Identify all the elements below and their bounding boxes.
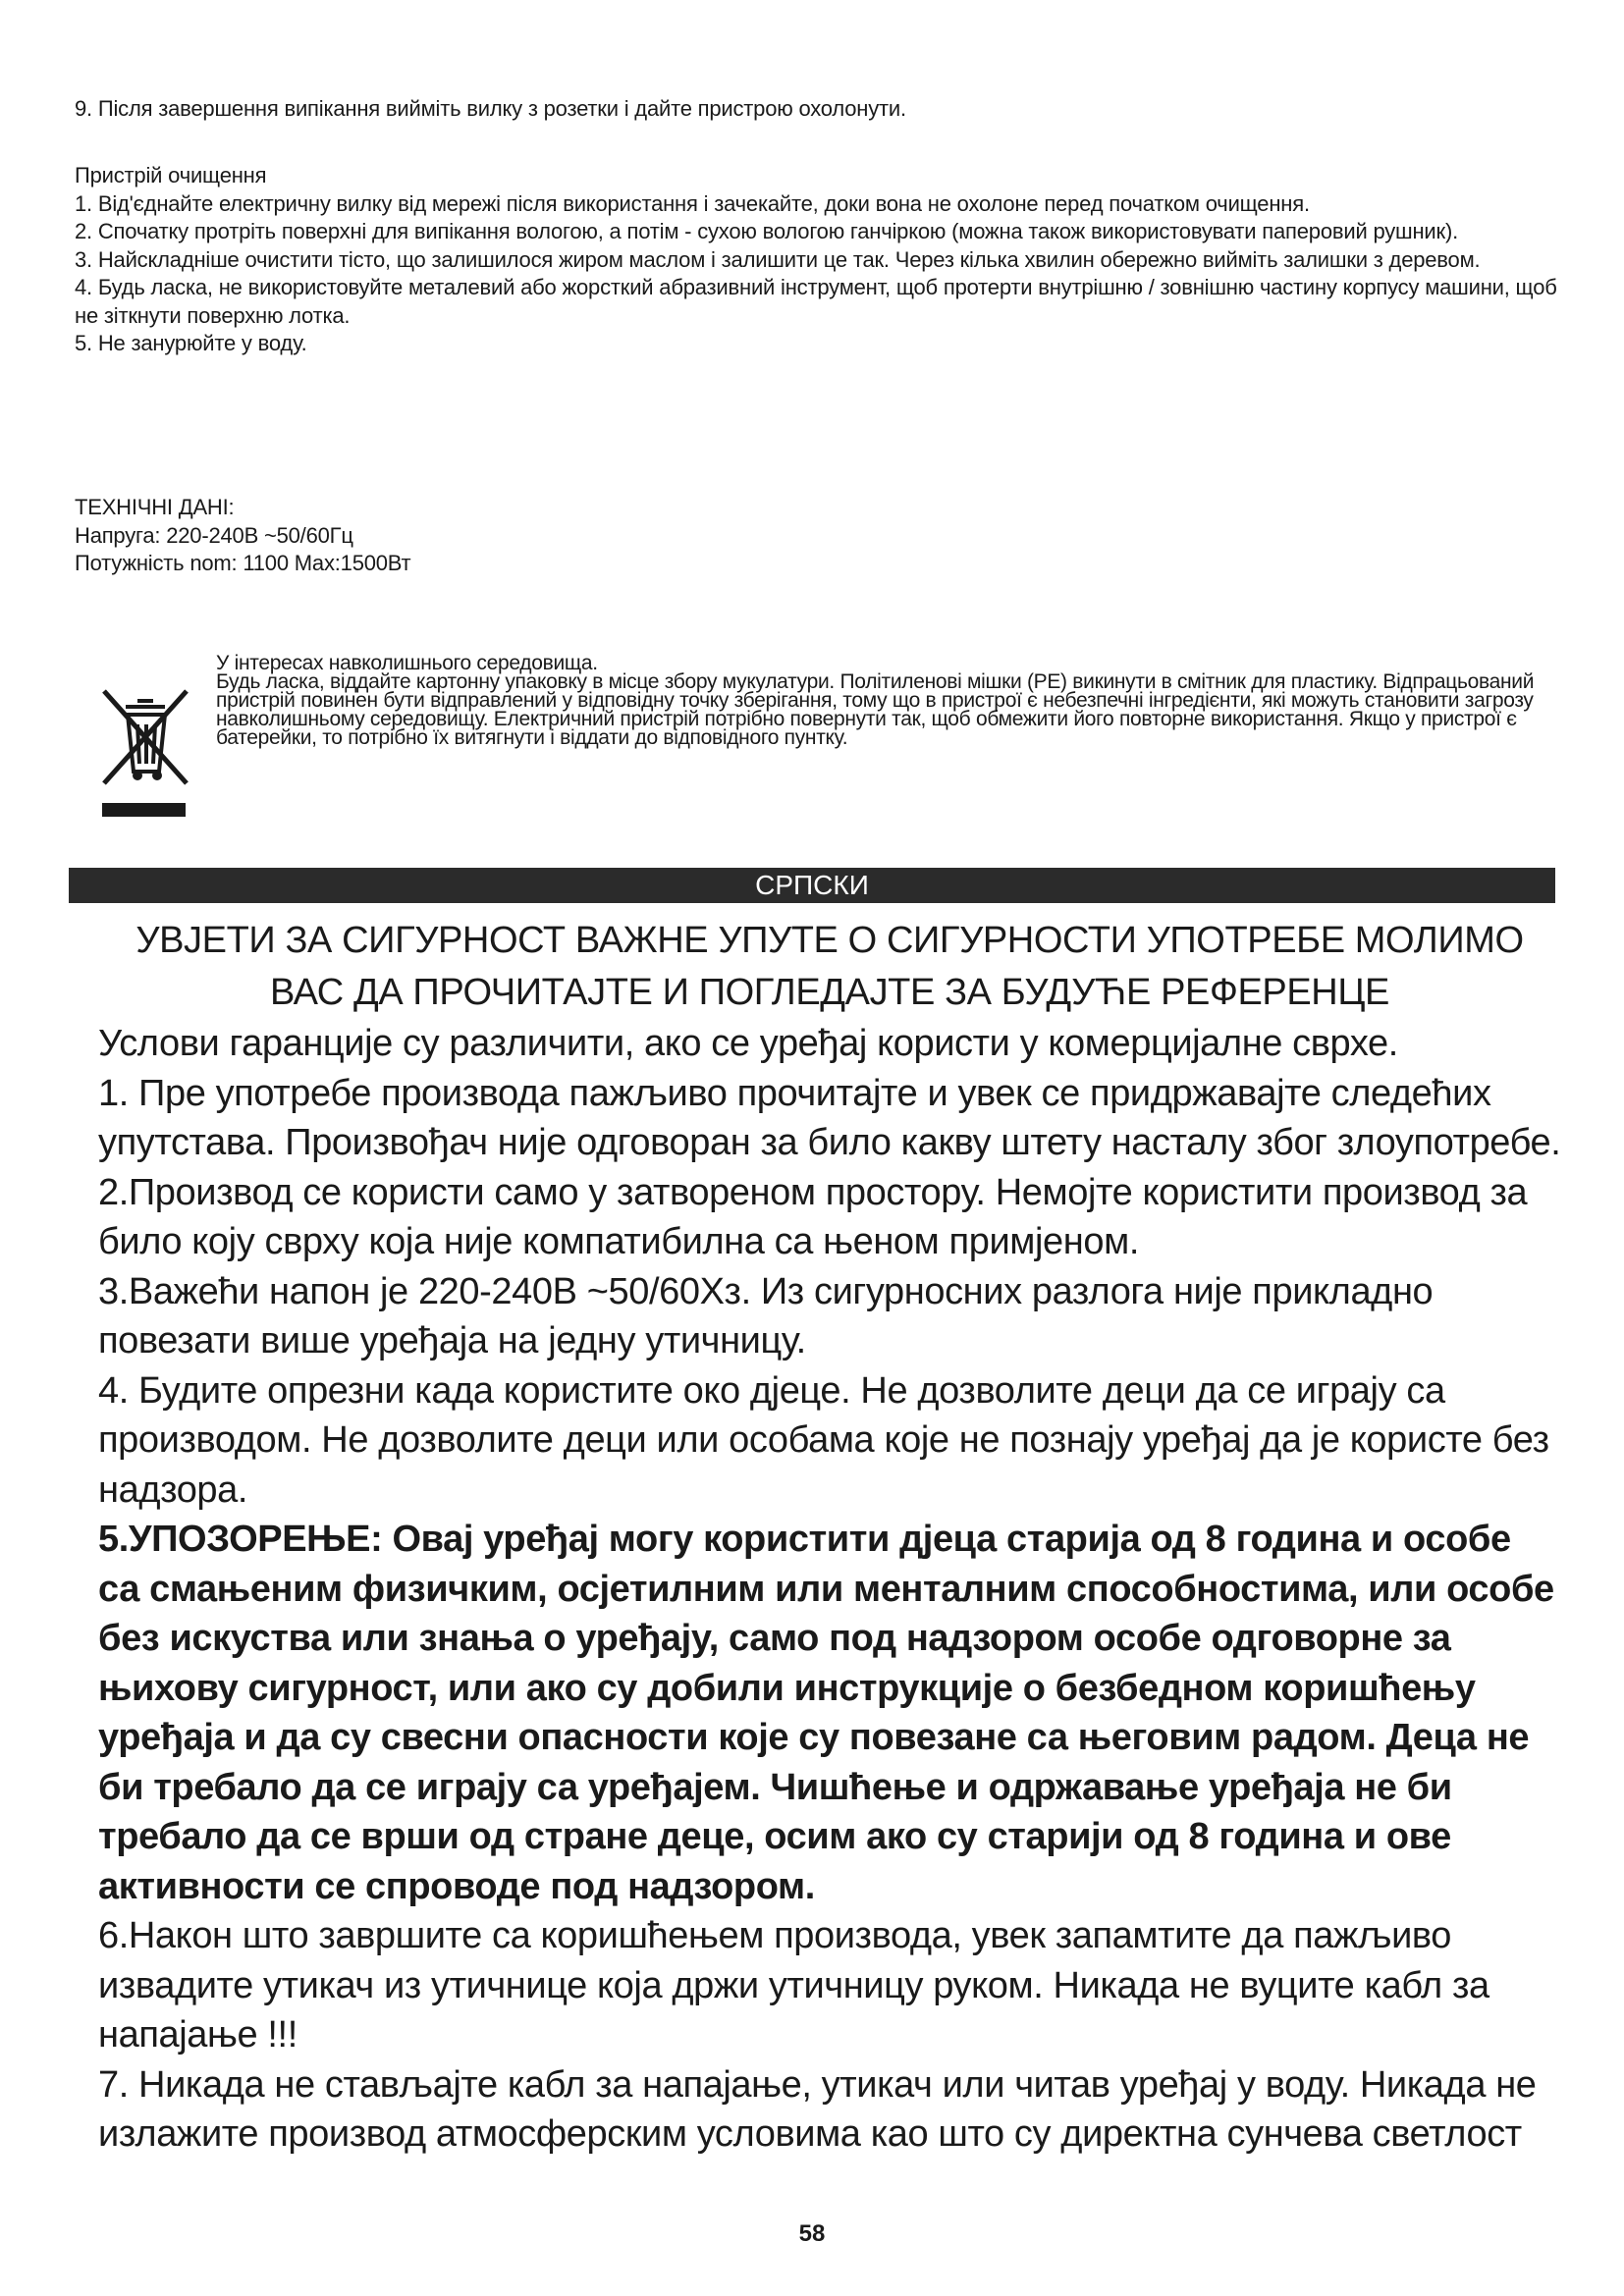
cleaning-title: Пристрій очищення bbox=[75, 163, 267, 187]
safety-heading: УВЈЕТИ ЗА СИГУРНОСТ ВАЖНЕ УПУТЕ О СИГУРНОСТИ УПОТРЕБЕ МОЛИМО ВАС ДА ПРОЧИТАЈТЕ И ПОГЛЕДАЈТЕ ЗА БУДУЋЕ РЕФЕРЕНЦЕ bbox=[135, 920, 1524, 1013]
weee-crossed-bin-icon bbox=[98, 687, 191, 785]
serbian-safety-section bbox=[98, 915, 1561, 2160]
weee-underline-bar bbox=[102, 803, 186, 817]
cleaning-item: 3. Найскладніше очистити тісто, що залишилося жиром маслом і залишити це так. Через кілька хвилин обережно вийміть залишки з деревом. bbox=[75, 246, 1481, 272]
environment-body: Будь ласка, віддайте картонну упаковку в місце збору мукулатури. Політиленові мішки (PE) викинути в смітник для пластику. Відпрацьований пристрій повинен бути відправлений у відповідну точку зберігання, тому що в пристрої є небезпечні інгредієнти, які можуть становити загрозу навколишньому середовищу. Електричний пристрій потрібно повернути так, щоб обмежити його повторне використання. Якщо у пристрої є батерейки, то потрібно їх витягнути і віддати до відповідного пунтку. bbox=[216, 670, 1535, 749]
safety-warning: 5.УПОЗОРЕЊЕ: Овај уређај могу користити дјеца старија од 8 година и особе са смањеним физичким, осјетилним или менталним способностима, или особе без искуства или знања о уређају, само под надзором особе одговорне за њихову сигурност, или ако су добили инструкције о безбедном коришћењу уређаја и да су свесни опасности које су повезане са његовим радом. Деца не би требало да се играју са уређајем. Чишћење и одржавање уређаја не би требало да се врши од стране деце, осим ако су старији од 8 година и ове активности се спроводе под надзором. bbox=[98, 1519, 1554, 1907]
safety-item: 2.Производ се користи само у затвореном простору. Немојте користити производ за било коју сврху која није компатибилна са њеном примјеном. bbox=[98, 1171, 1528, 1262]
cleaning-item: 5. Не занурюйте у воду. bbox=[75, 331, 307, 355]
cleaning-item: 4. Будь ласка, не використовуйте металевий або жорсткий абразивний інструмент, щоб протерти внутрішню / зовнішню частину корпусу машини, щоб не зіткнути поверхню лотка. bbox=[75, 275, 1557, 328]
cleaning-item: 2. Спочатку протріть поверхні для випікання вологою, а потім - сухою вологою ганчіркою (можна також використовувати паперовий рушник). bbox=[75, 219, 1458, 243]
environment-text bbox=[216, 654, 1610, 747]
safety-item: 6.Након што завршите са коришћењем производа, увек запамтите да пажљиво извадите утикач из утичнице која држи утичницу руком. Никада не вуците кабл за напајање !!! bbox=[98, 1915, 1489, 2056]
page-number: 58 bbox=[798, 2220, 826, 2247]
tech-title: ТЕХНІЧНІ ДАНІ: bbox=[75, 495, 235, 519]
tech-data-section bbox=[75, 494, 1567, 578]
cleaning-item: 1. Від'єднайте електричну вилку від мережі після використання і зачекайте, доки вона не охолоне перед початком очищення. bbox=[75, 190, 1310, 216]
safety-item: 3.Важећи напон је 220-240В ~50/60Хз. Из сигурносних разлога није прикладно повезати више уређаја на једну утичницу. bbox=[98, 1270, 1434, 1362]
tech-power: Потужність nom: 1100 Max:1500Вт bbox=[75, 551, 411, 575]
safety-item: 1. Пре употребе производа пажљиво прочитајте и увек се придржавајте следећих упутстава. Произвођач није одговоран за било какву штету насталу због злоупотребе. bbox=[98, 1072, 1561, 1163]
warranty-note: Услови гаранције су различити, ако се уређај користи у комерцијалне сврхе. bbox=[98, 1023, 1398, 1064]
safety-item: 4. Будите опрезни када користите око дјеце. Не дозволите деци да се играју са производом. Не дозволите деци или особама које не познају уређај да је користе без надзора. bbox=[98, 1369, 1549, 1511]
step-9: 9. Після завершення випікання вийміть вилку з розетки і дайте пристрою охолонути. bbox=[75, 96, 906, 121]
tech-voltage: Напруга: 220-240В ~50/60Гц bbox=[75, 522, 353, 548]
environment-notice bbox=[98, 652, 1535, 821]
intro-block bbox=[75, 95, 1567, 124]
language-section-bar: СРПСКИ bbox=[69, 868, 1555, 903]
environment-title: У інтересах навколишнього середовища. bbox=[216, 652, 598, 674]
safety-item: 7. Никада не стављајте кабл за напајање, утикач или читав уређај у воду. Никада не излажите производ атмосферским условима као што су директна сунчева светлост bbox=[98, 2063, 1537, 2155]
cleaning-section bbox=[75, 162, 1567, 358]
